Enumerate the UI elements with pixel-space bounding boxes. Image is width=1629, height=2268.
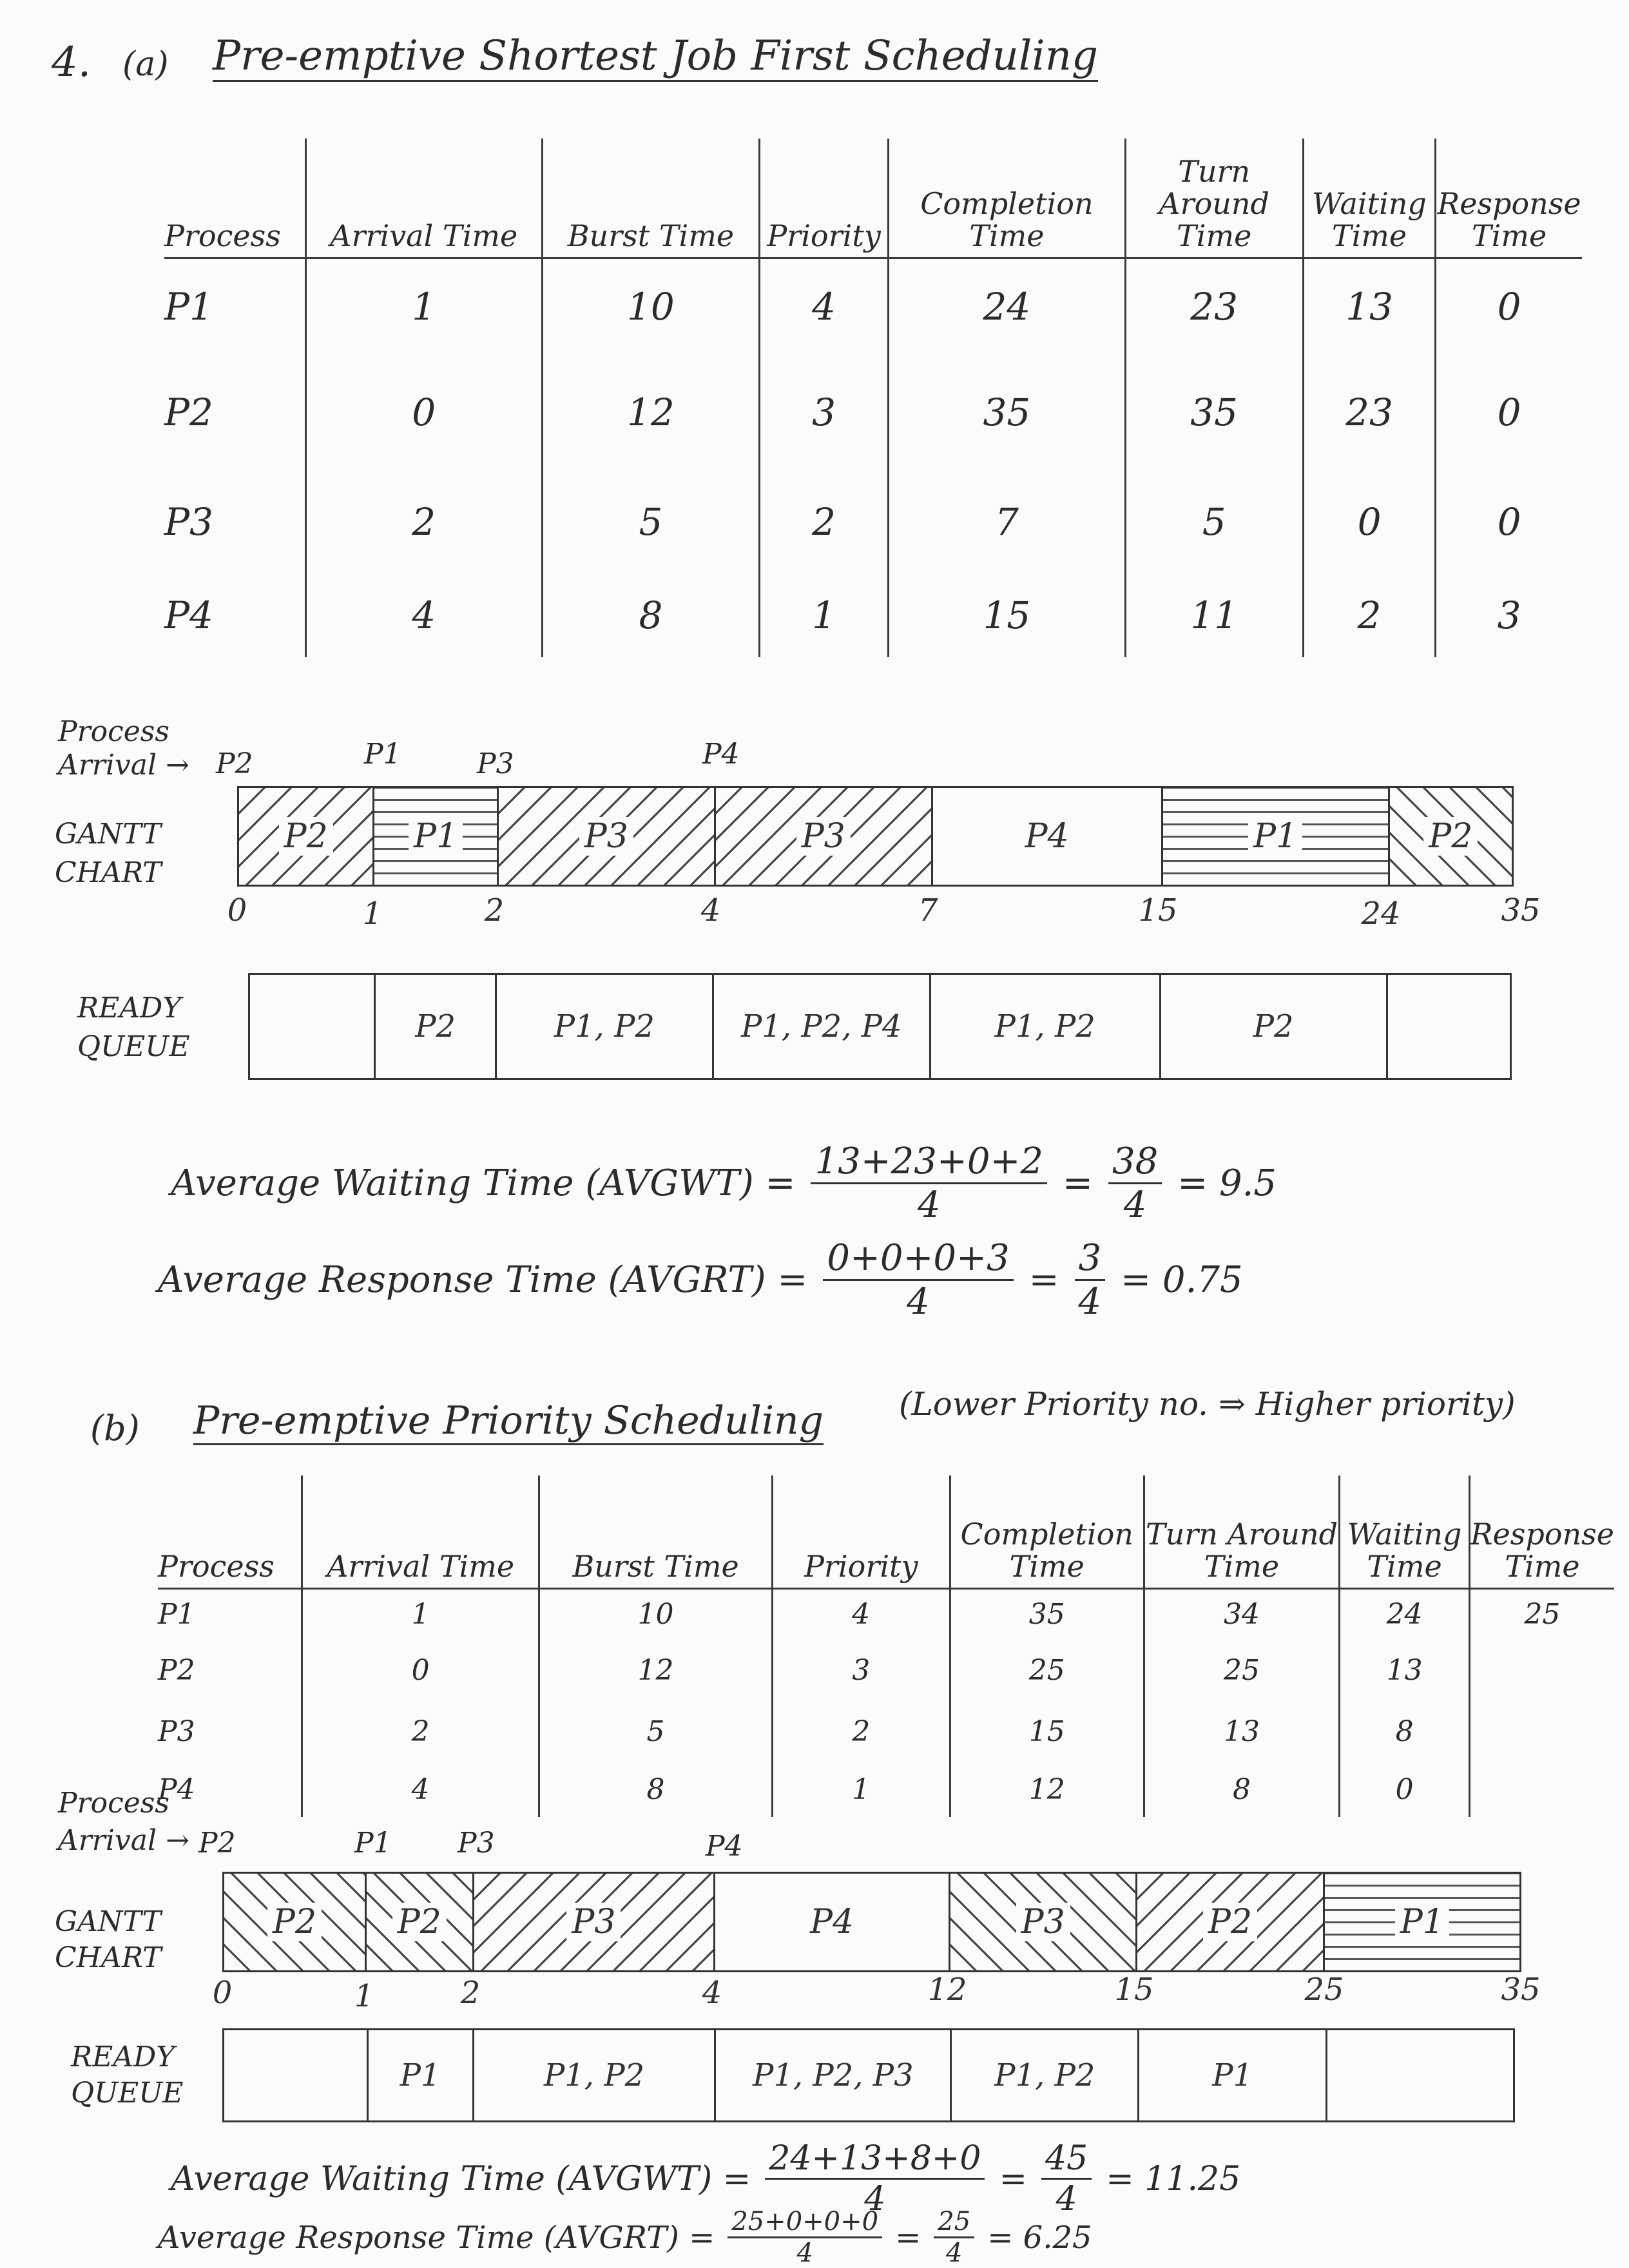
cell: 8 <box>539 1762 772 1817</box>
time-tick: 1 <box>354 1978 374 2014</box>
time-tick: 1 <box>362 896 383 932</box>
header-arrival: Arrival Time <box>302 1475 539 1588</box>
cell: P3 <box>164 500 213 544</box>
header-response: Response Time <box>1469 1475 1614 1588</box>
time-tick: 7 <box>918 892 938 928</box>
ready-queue-label: READY QUEUE <box>71 2041 184 2109</box>
ready-queue-cell <box>1325 2030 1513 2120</box>
header-burst: Burst Time <box>539 1475 772 1588</box>
ready-queue-cell: P2 <box>374 975 494 1078</box>
cell: 2 <box>772 1701 950 1762</box>
part-b-avg-response: Average Response Time (AVGRT) = $\frac{25+0+0+0}{4}$ = $\frac{25}{4}$ = 6.25 <box>158 2207 1092 2268</box>
header-completion: Completion Time <box>889 139 1125 258</box>
header-burst: Burst Time <box>542 139 759 258</box>
part-a-avg-response: Average Response Time (AVGRT) = $\frac{0+0+0+3}{4}$ = $\frac{3}{4}$ = 0.75 <box>158 1237 1243 1323</box>
cell <box>1469 1762 1614 1817</box>
ready-queue-cell: P1, P2 <box>472 2030 715 2120</box>
cell: 35 <box>1125 354 1303 470</box>
cell: 3 <box>772 1640 950 1701</box>
ready-queue-label: READY QUEUE <box>77 992 190 1063</box>
time-tick: 4 <box>700 892 721 928</box>
time-tick: 15 <box>1114 1972 1154 2008</box>
cell: 1 <box>772 1762 950 1817</box>
part-b-title: Pre-emptive Priority Scheduling <box>193 1398 824 1445</box>
cell: 4 <box>759 258 888 354</box>
time-tick: 35 <box>1501 1972 1541 2008</box>
part-b-avg-waiting: Average Waiting Time (AVGWT) = $\frac{24+13+8+0}{4}$ = $\frac{45}{4}$ = 11.25 <box>171 2139 1241 2218</box>
cell: 8 <box>1144 1762 1340 1817</box>
time-tick: 2 <box>460 1975 481 2011</box>
gantt-label: GANTT CHART <box>55 818 162 889</box>
gantt-block: P2 <box>365 1874 472 1970</box>
cell: 13 <box>1303 258 1435 354</box>
cell: 24 <box>1340 1588 1470 1640</box>
cell: 0 <box>1340 1762 1470 1817</box>
gantt-block: P2 <box>1135 1874 1322 1970</box>
cell: 34 <box>1144 1588 1340 1640</box>
gantt-label: GANTT CHART <box>55 1905 162 1974</box>
cell: 2 <box>302 1701 539 1762</box>
time-tick: 35 <box>1501 892 1541 928</box>
cell: 23 <box>1125 258 1303 354</box>
arrival-marker: P1 <box>354 1827 392 1860</box>
cell: P4 <box>164 593 213 637</box>
cell: 10 <box>542 258 759 354</box>
header-process: Process <box>158 1475 302 1588</box>
cell: 1 <box>759 573 888 657</box>
gantt-block: P3 <box>472 1874 714 1970</box>
header-turnaround: Turn Around Time <box>1125 139 1303 258</box>
arrival-marker: P3 <box>458 1827 495 1860</box>
part-b-gantt-chart <box>222 1872 1521 1972</box>
cell: 15 <box>950 1701 1144 1762</box>
gantt-block: P2 <box>239 788 372 885</box>
cell: 7 <box>889 470 1125 573</box>
cell: 25 <box>950 1640 1144 1701</box>
cell: 12 <box>950 1762 1144 1817</box>
cell: 12 <box>539 1640 772 1701</box>
gantt-block: P4 <box>713 1874 949 1970</box>
cell: 5 <box>539 1701 772 1762</box>
cell: 13 <box>1340 1640 1470 1701</box>
cell: P4 <box>158 1773 195 1806</box>
table-row <box>158 1701 1614 1762</box>
arrival-label: Process Arrival → <box>58 715 189 782</box>
header-process: Process <box>164 139 305 258</box>
table-row <box>158 1640 1614 1701</box>
cell: 0 <box>1436 258 1582 354</box>
arrival-marker: P1 <box>364 738 401 771</box>
cell: 2 <box>759 470 888 573</box>
ready-queue-cell <box>250 975 374 1078</box>
ready-queue-cell: P1, P2 <box>929 975 1159 1078</box>
cell: 11 <box>1125 573 1303 657</box>
cell: 0 <box>1303 470 1435 573</box>
part-a-label: (a) <box>122 45 169 84</box>
header-response: Response Time <box>1436 139 1582 258</box>
arrival-marker: P4 <box>706 1830 743 1863</box>
part-b-table <box>158 1475 1614 1817</box>
time-tick: 24 <box>1361 896 1401 932</box>
cell: P3 <box>158 1715 195 1748</box>
gantt-block: P2 <box>1388 788 1512 885</box>
cell: 4 <box>305 573 542 657</box>
gantt-block: P4 <box>931 788 1161 885</box>
cell: 8 <box>542 573 759 657</box>
arrival-marker: P2 <box>216 747 253 780</box>
gantt-block: P3 <box>949 1874 1135 1970</box>
time-tick: 15 <box>1138 892 1178 928</box>
part-b-ready-queue <box>222 2028 1515 2122</box>
cell: 5 <box>1125 470 1303 573</box>
cell: P1 <box>164 284 213 329</box>
cell: 2 <box>305 470 542 573</box>
header-priority: Priority <box>772 1475 950 1588</box>
cell: 0 <box>305 354 542 470</box>
ready-queue-cell: P1 <box>367 2030 472 2120</box>
table-row <box>158 1762 1614 1817</box>
cell: 1 <box>302 1588 539 1640</box>
gantt-block: P1 <box>1323 1874 1519 1970</box>
header-priority: Priority <box>759 139 888 258</box>
ready-queue-cell: P2 <box>1159 975 1386 1078</box>
arrival-marker: P3 <box>477 747 514 780</box>
cell: 1 <box>305 258 542 354</box>
cell: 24 <box>889 258 1125 354</box>
cell: 4 <box>772 1588 950 1640</box>
cell: P2 <box>164 390 213 434</box>
part-a-gantt-chart <box>237 786 1514 887</box>
cell: 4 <box>302 1762 539 1817</box>
ready-queue-cell: P1, P2, P3 <box>714 2030 950 2120</box>
cell: 35 <box>950 1588 1144 1640</box>
cell: 12 <box>542 354 759 470</box>
question-number: 4. <box>52 39 92 86</box>
time-tick: 2 <box>484 892 505 928</box>
ready-queue-cell: P1, P2, P4 <box>712 975 929 1078</box>
table-row <box>164 258 1582 354</box>
ready-queue-cell: P1 <box>1137 2030 1325 2120</box>
cell: 3 <box>759 354 888 470</box>
time-tick: 0 <box>212 1975 233 2011</box>
header-waiting: Waiting Time <box>1340 1475 1470 1588</box>
table-row <box>158 1588 1614 1640</box>
part-a-table <box>164 139 1582 657</box>
gantt-block: P3 <box>714 788 931 885</box>
cell: 23 <box>1303 354 1435 470</box>
part-a-avg-waiting: Average Waiting Time (AVGWT) = $\frac{13+23+0+2}{4}$ = $\frac{38}{4}$ = 9.5 <box>171 1140 1277 1226</box>
cell <box>1469 1701 1614 1762</box>
arrival-label: Process Arrival → <box>58 1787 189 1857</box>
table-row <box>164 573 1582 657</box>
arrival-marker: P2 <box>198 1827 236 1860</box>
gantt-block: P2 <box>224 1874 365 1970</box>
arrival-marker: P4 <box>702 738 740 771</box>
cell: 0 <box>1436 354 1582 470</box>
ready-queue-cell <box>224 2030 367 2120</box>
time-tick: 0 <box>227 892 247 928</box>
ready-queue-cell: P1, P2 <box>950 2030 1137 2120</box>
part-b-note: (Lower Priority no. ⇒ Higher priority) <box>899 1385 1516 1423</box>
cell: 15 <box>889 573 1125 657</box>
cell: 25 <box>1469 1588 1614 1640</box>
ready-queue-cell: P1, P2 <box>495 975 712 1078</box>
cell: P1 <box>158 1598 195 1631</box>
header-arrival: Arrival Time <box>305 139 542 258</box>
header-turnaround: Turn Around Time <box>1144 1475 1340 1588</box>
time-tick: 25 <box>1304 1972 1344 2008</box>
table-row <box>164 354 1582 470</box>
time-tick: 4 <box>702 1975 722 2011</box>
cell: 13 <box>1144 1701 1340 1762</box>
gantt-block: P1 <box>372 788 496 885</box>
cell: 8 <box>1340 1701 1470 1762</box>
cell: 10 <box>539 1588 772 1640</box>
cell: 0 <box>1436 470 1582 573</box>
part-a-ready-queue <box>248 973 1512 1080</box>
cell: 35 <box>889 354 1125 470</box>
time-tick: 12 <box>927 1972 967 2008</box>
gantt-block: P3 <box>497 788 714 885</box>
ready-queue-cell <box>1386 975 1510 1078</box>
table-row <box>164 470 1582 573</box>
cell: 2 <box>1303 573 1435 657</box>
part-b-label: (b) <box>90 1408 140 1448</box>
cell: 3 <box>1436 573 1582 657</box>
cell: 5 <box>542 470 759 573</box>
gantt-block: P1 <box>1161 788 1388 885</box>
cell: 25 <box>1144 1640 1340 1701</box>
cell: 0 <box>302 1640 539 1701</box>
cell: P2 <box>158 1654 195 1687</box>
cell <box>1469 1640 1614 1701</box>
part-a-title: Pre-emptive Shortest Job First Scheduling <box>213 32 1098 82</box>
header-completion: Completion Time <box>950 1475 1144 1588</box>
header-waiting: Waiting Time <box>1303 139 1435 258</box>
